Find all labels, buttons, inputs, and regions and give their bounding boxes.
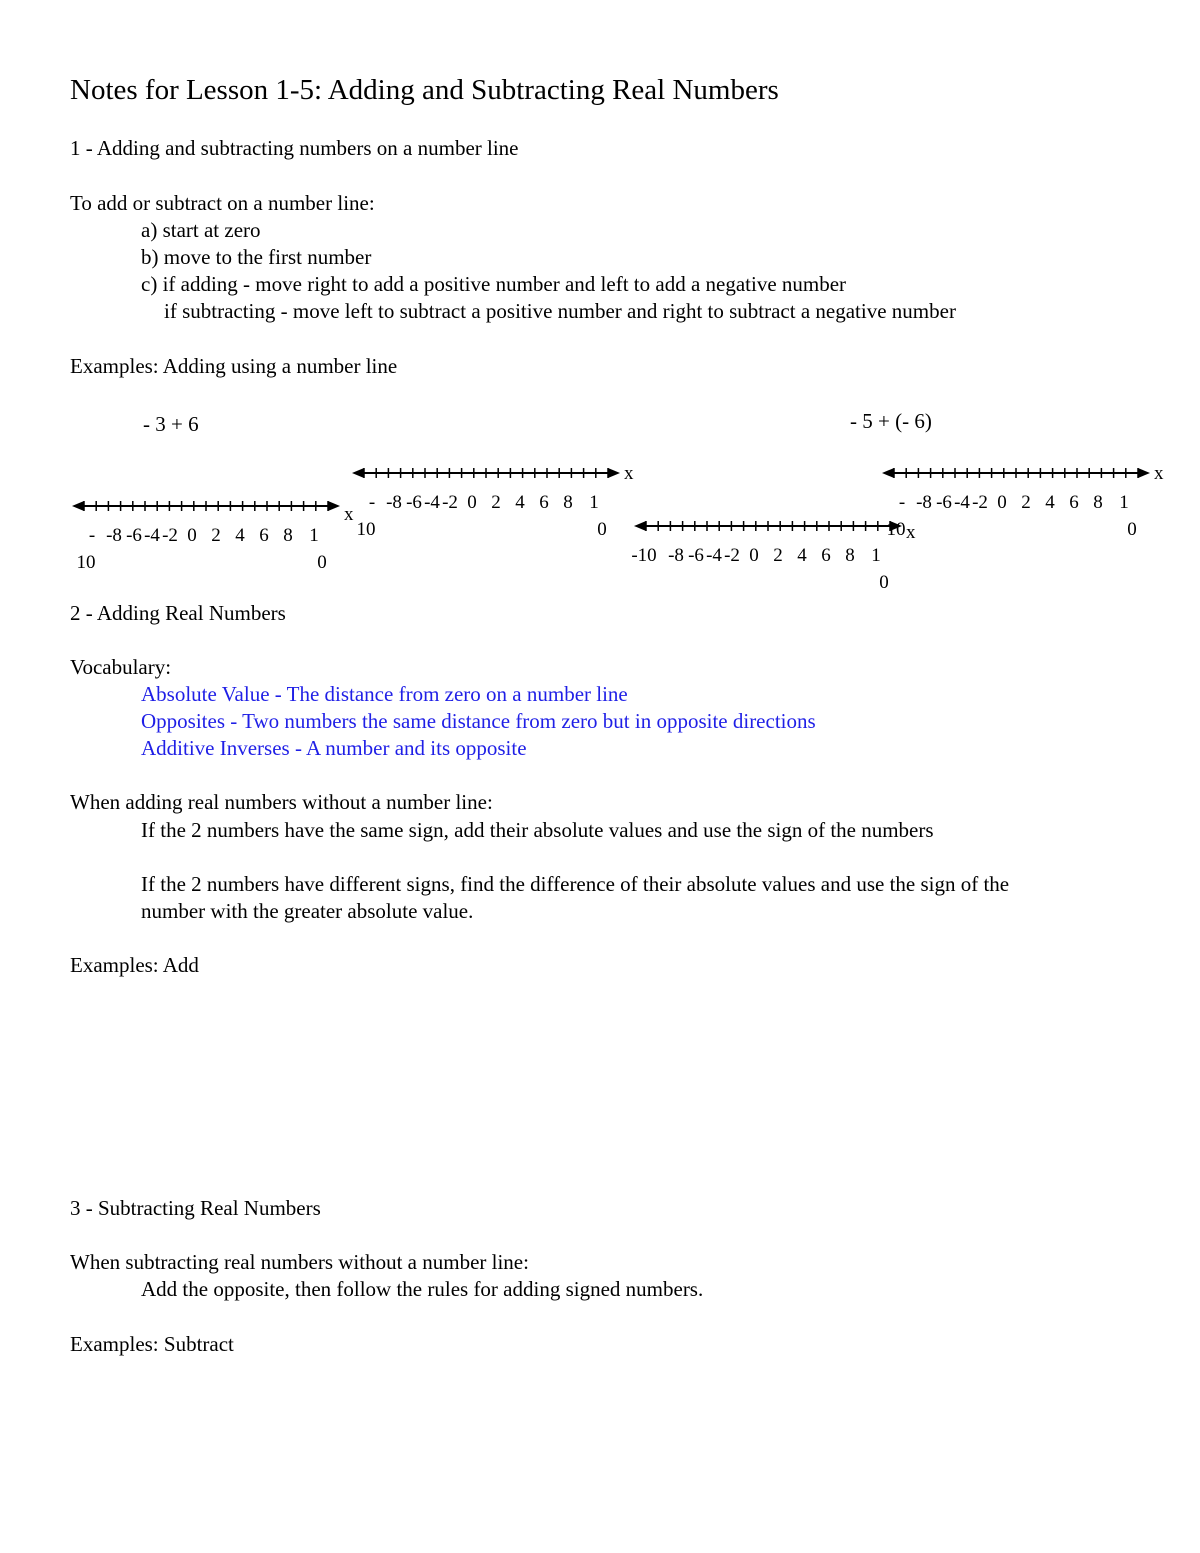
tick-label: -6 <box>126 525 142 546</box>
tick-label: 0 <box>467 492 477 513</box>
tick-label: 4 <box>235 525 245 546</box>
page-title: Notes for Lesson 1-5: Adding and Subtracting Real Numbers <box>70 74 779 106</box>
subtracting-rule: Add the opposite, then follow the rules for adding signed numbers. <box>141 1277 704 1301</box>
tick-label: 0 <box>749 545 759 566</box>
tick-label: - <box>88 525 96 546</box>
tick-label: 4 <box>515 492 525 513</box>
tick-label: -8 <box>668 545 684 566</box>
tick-label: -8 <box>106 525 122 546</box>
tick-label: -4 <box>954 492 970 513</box>
tick-label: 2 <box>491 492 501 513</box>
tick-label-overflow: 10 <box>76 552 96 573</box>
vocab-absolute-value: Absolute Value - The distance from zero on a number line <box>141 682 628 706</box>
left-arrow-icon <box>352 468 364 478</box>
number-line-examples-label: Examples: Adding using a number line <box>70 354 398 378</box>
number-line-svg <box>350 465 650 565</box>
tick-label: 8 <box>1093 492 1103 513</box>
number-line-left-upper <box>350 465 650 571</box>
tick-label: 4 <box>797 545 807 566</box>
tick-label: 2 <box>211 525 221 546</box>
step-c-subtracting: if subtracting - move left to subtract a positive number and right to subtract a negative number <box>164 299 956 323</box>
tick-label: -6 <box>936 492 952 513</box>
tick-label: -10 <box>632 545 657 566</box>
axis-label: x <box>624 465 634 484</box>
tick-label: 1 <box>871 545 881 566</box>
axis-label: x <box>906 522 916 543</box>
tick-label: -4 <box>706 545 722 566</box>
left-arrow-icon <box>634 521 646 531</box>
number-line-right-upper <box>880 465 1180 571</box>
right-arrow-icon <box>608 468 620 478</box>
step-c: c) if adding - move right to add a positive number and left to add a negative number <box>141 272 847 296</box>
tick-label: -4 <box>424 492 440 513</box>
step-a: a) start at zero <box>141 218 261 242</box>
tick-label-overflow: 10 <box>886 519 906 540</box>
tick-label: -2 <box>972 492 988 513</box>
right-arrow-icon <box>1138 468 1150 478</box>
left-arrow-icon <box>882 468 894 478</box>
tick-label: - <box>898 492 906 513</box>
tick-label: 6 <box>539 492 549 513</box>
tick-label: 4 <box>1045 492 1055 513</box>
tick-label: 0 <box>187 525 197 546</box>
left-arrow-icon <box>72 501 84 511</box>
adding-rule-different-sign-line1: If the 2 numbers have different signs, find the difference of their absolute values and use the sign of the <box>141 872 1010 896</box>
vocab-opposites: Opposites - Two numbers the same distance from zero but in opposite directions <box>141 709 816 733</box>
number-line-svg <box>880 465 1180 565</box>
section-1-intro: To add or subtract on a number line: <box>70 191 375 215</box>
number-line-svg <box>70 498 370 598</box>
section-2-heading: 2 - Adding Real Numbers <box>70 601 286 625</box>
tick-label: -8 <box>386 492 402 513</box>
vocab-additive-inverses: Additive Inverses - A number and its opposite <box>141 736 527 760</box>
tick-label: 6 <box>1069 492 1079 513</box>
tick-label: -6 <box>406 492 422 513</box>
tick-label: - <box>368 492 376 513</box>
section-1-heading: 1 - Adding and subtracting numbers on a number line <box>70 136 519 160</box>
add-examples-label: Examples: Add <box>70 953 199 977</box>
section-3-heading: 3 - Subtracting Real Numbers <box>70 1196 321 1220</box>
axis-label: x <box>344 504 354 525</box>
subtracting-rule-intro: When subtracting real numbers without a number line: <box>70 1250 529 1274</box>
tick-label: -2 <box>442 492 458 513</box>
right-arrow-icon <box>328 501 340 511</box>
step-b: b) move to the first number <box>141 245 372 269</box>
tick-label: 8 <box>845 545 855 566</box>
axis-label: x <box>1154 465 1164 484</box>
tick-label: 1 <box>589 492 599 513</box>
tick-label: -4 <box>144 525 160 546</box>
tick-label: -2 <box>162 525 178 546</box>
example-left-expression: - 3 + 6 <box>143 412 199 436</box>
tick-label: 1 <box>1119 492 1129 513</box>
vocabulary-label: Vocabulary: <box>70 655 172 679</box>
adding-rule-intro: When adding real numbers without a number line: <box>70 790 493 814</box>
subtract-examples-label: Examples: Subtract <box>70 1332 234 1356</box>
adding-rule-different-sign-line2: number with the greater absolute value. <box>141 899 474 923</box>
tick-label-overflow: 10 <box>356 519 376 540</box>
tick-label: 0 <box>997 492 1007 513</box>
tick-label-overflow: 0 <box>879 572 889 593</box>
tick-label: -6 <box>688 545 704 566</box>
tick-label: 8 <box>563 492 573 513</box>
tick-label: 1 <box>309 525 319 546</box>
tick-label: 6 <box>259 525 269 546</box>
adding-rule-same-sign: If the 2 numbers have the same sign, add their absolute values and use the sign of the numbers <box>141 818 934 842</box>
tick-label-overflow: 0 <box>1127 519 1137 540</box>
tick-label-overflow: 0 <box>597 519 607 540</box>
tick-label: 2 <box>1021 492 1031 513</box>
tick-label: -8 <box>916 492 932 513</box>
tick-label-overflow: 0 <box>317 552 327 573</box>
number-line-left-lower <box>70 498 370 604</box>
tick-label: 8 <box>283 525 293 546</box>
tick-label: 6 <box>821 545 831 566</box>
tick-label: -2 <box>724 545 740 566</box>
tick-label: 2 <box>773 545 783 566</box>
example-right-expression: - 5 + (- 6) <box>850 409 932 433</box>
